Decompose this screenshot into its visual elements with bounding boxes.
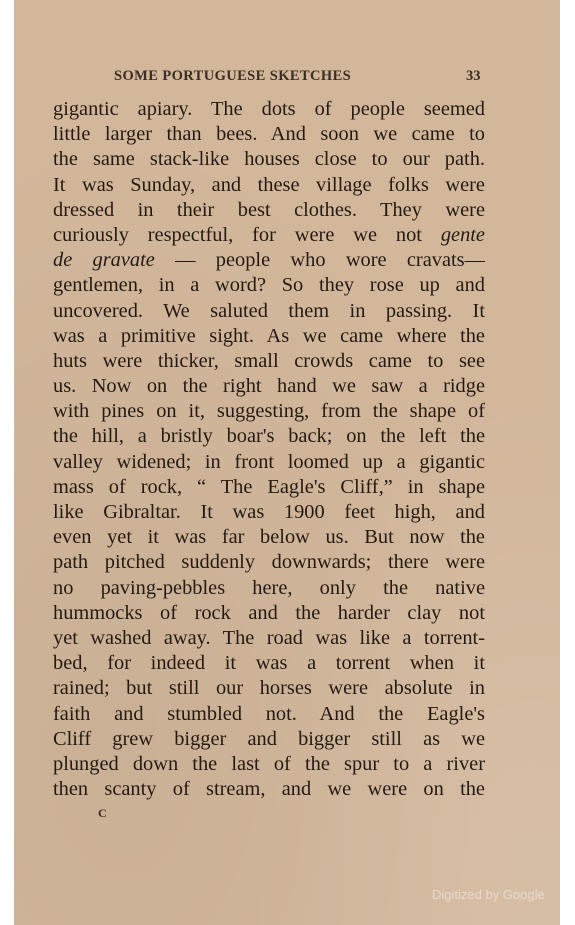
text-line: It was Sunday, and these village folks were <box>53 173 485 196</box>
text-line: uncovered. We saluted them in passing. It <box>53 299 485 322</box>
page-number: 33 <box>466 68 481 84</box>
text-line: gentlemen, in a word? So they rose up and <box>53 274 485 297</box>
text-line: rained; but still our horses were absolute in <box>53 677 485 700</box>
text-line: Cliff grew bigger and bigger still as we <box>53 727 485 750</box>
text-line: mass of rock, “ The Eagle's Cliff,” in shape <box>53 475 485 498</box>
italic-phrase: de gravate <box>53 249 155 272</box>
body-text <box>53 97 485 802</box>
text-line: with pines on it, suggesting, from the shape of <box>53 400 485 423</box>
book-page <box>14 0 560 925</box>
text-segment: curiously respectful, for were we not <box>53 223 422 246</box>
text-line: valley widened; in front loomed up a gigantic <box>53 450 485 473</box>
page-header <box>14 68 560 88</box>
text-line: the hill, a bristly boar's back; on the left the <box>53 425 485 448</box>
text-line: gigantic apiary. The dots of people seemed <box>53 98 485 120</box>
italic-phrase: gente <box>440 223 485 246</box>
text-line: no paving-pebbles here, only the native <box>53 576 485 599</box>
text-line: dressed in their best clothes. They were <box>53 198 485 221</box>
text-line: us. Now on the right hand we saw a ridge <box>53 375 485 398</box>
text-segment: — people who wore cravats— <box>175 249 485 272</box>
watermark: Digitized by Google <box>432 887 545 902</box>
text-line: huts were thicker, small crowds came to see <box>53 349 485 372</box>
text-line: like Gibraltar. It was 1900 feet high, and <box>53 501 485 523</box>
signature-mark: C <box>98 806 107 820</box>
text-line: hummocks of rock and the harder clay not <box>53 601 485 624</box>
text-line <box>53 223 485 248</box>
text-line: was a primitive sight. As we came where the <box>53 324 485 347</box>
text-line: faith and stumbled not. And the Eagle's <box>53 702 485 725</box>
text-line <box>53 248 485 273</box>
text-line: plunged down the last of the spur to a river <box>53 752 485 775</box>
text-line: little larger than bees. And soon we came to <box>53 123 485 146</box>
text-line: the same stack-like houses close to our path. <box>53 148 485 171</box>
text-line: even yet it was far below us. But now the <box>53 526 485 549</box>
text-line: path pitched suddenly downwards; there were <box>53 551 485 574</box>
running-head: SOME PORTUGUESE SKETCHES <box>114 68 352 84</box>
text-line: bed, for indeed it was a torrent when it <box>53 652 485 675</box>
text-line: then scanty of stream, and we were on the <box>53 778 485 801</box>
text-line: yet washed away. The road was like a torrent- <box>53 626 485 649</box>
